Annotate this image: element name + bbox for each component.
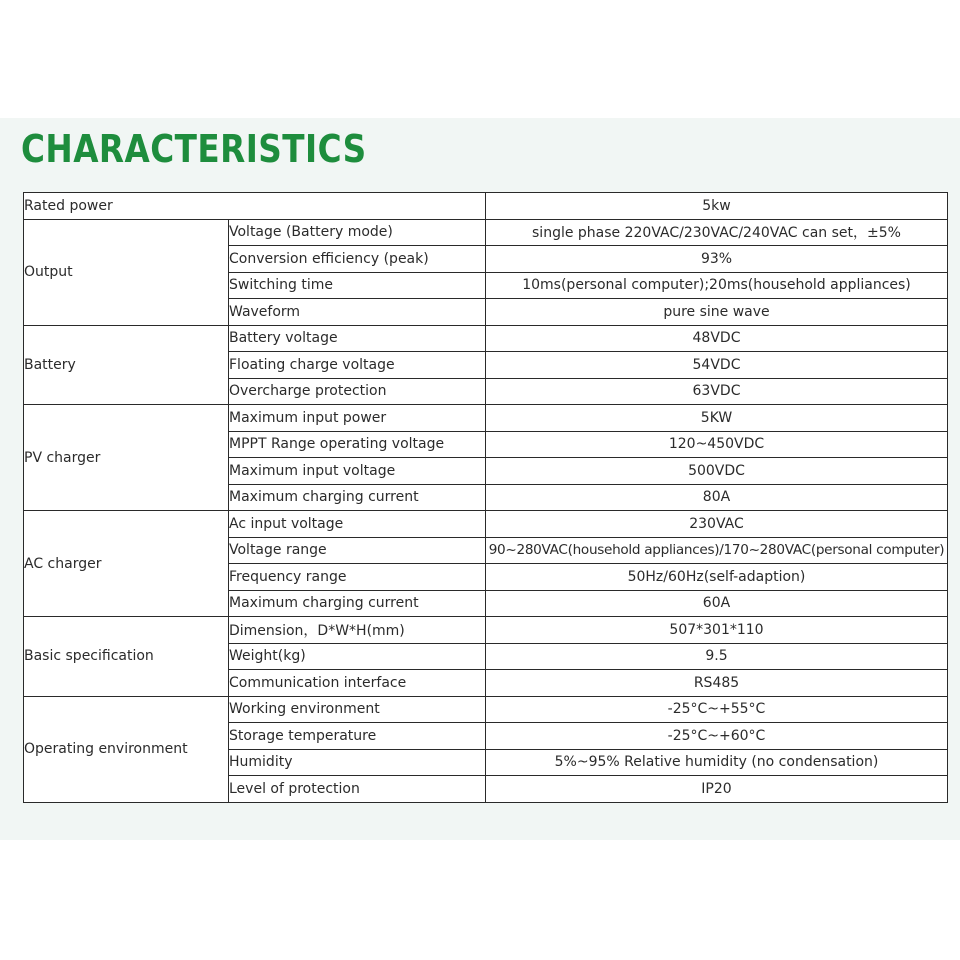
param-label: Overcharge protection (229, 378, 486, 405)
param-value: IP20 (486, 776, 948, 803)
group-label-output: Output (24, 219, 229, 325)
param-label: MPPT Range operating voltage (229, 431, 486, 458)
table-row (24, 696, 948, 723)
characteristics-table (23, 192, 948, 803)
rated-power-label: Rated power (24, 193, 486, 220)
param-label: Voltage (Battery mode) (229, 219, 486, 246)
table-row (24, 511, 948, 538)
group-label-battery: Battery (24, 325, 229, 405)
param-value: 48VDC (486, 325, 948, 352)
param-value: 50Hz/60Hz(self-adaption) (486, 564, 948, 591)
param-value: 63VDC (486, 378, 948, 405)
param-value: 93% (486, 246, 948, 273)
param-label: Working environment (229, 696, 486, 723)
table-row (24, 193, 948, 220)
table-row (24, 405, 948, 432)
param-value: 10ms(personal computer);20ms(household appliances) (486, 272, 948, 299)
table-row (24, 617, 948, 644)
param-label: Maximum charging current (229, 590, 486, 617)
param-label: Maximum input voltage (229, 458, 486, 485)
param-value: 230VAC (486, 511, 948, 538)
param-value: RS485 (486, 670, 948, 697)
param-label: Maximum charging current (229, 484, 486, 511)
param-label: Maximum input power (229, 405, 486, 432)
param-label: Waveform (229, 299, 486, 326)
param-value: 500VDC (486, 458, 948, 485)
group-label-pv-charger: PV charger (24, 405, 229, 511)
param-label: Weight(kg) (229, 643, 486, 670)
param-value: 54VDC (486, 352, 948, 379)
param-label: Battery voltage (229, 325, 486, 352)
param-value: 80A (486, 484, 948, 511)
param-value: pure sine wave (486, 299, 948, 326)
group-label-ac-charger: AC charger (24, 511, 229, 617)
table-row (24, 219, 948, 246)
param-label: Level of protection (229, 776, 486, 803)
param-label: Switching time (229, 272, 486, 299)
param-value: 5%~95% Relative humidity (no condensation) (486, 749, 948, 776)
param-value: 120~450VDC (486, 431, 948, 458)
param-value: 90~280VAC(household appliances)/170~280VAC(personal computer) (486, 537, 948, 564)
param-value: -25°C~+60°C (486, 723, 948, 750)
param-label: Storage temperature (229, 723, 486, 750)
param-value: 9.5 (486, 643, 948, 670)
param-value: -25°C~+55°C (486, 696, 948, 723)
param-label: Communication interface (229, 670, 486, 697)
param-value: 60A (486, 590, 948, 617)
param-value: 507*301*110 (486, 617, 948, 644)
param-label: Conversion efficiency (peak) (229, 246, 486, 273)
group-label-basic-specification: Basic specification (24, 617, 229, 697)
group-label-operating-environment: Operating environment (24, 696, 229, 802)
param-label: Dimension，D*W*H(mm) (229, 617, 486, 644)
param-label: Frequency range (229, 564, 486, 591)
param-label: Floating charge voltage (229, 352, 486, 379)
param-label: Ac input voltage (229, 511, 486, 538)
param-label: Humidity (229, 749, 486, 776)
param-label: Voltage range (229, 537, 486, 564)
param-value: 5KW (486, 405, 948, 432)
table-row (24, 325, 948, 352)
page-title: CHARACTERISTICS (21, 127, 367, 171)
param-value: single phase 220VAC/230VAC/240VAC can set，±5% (486, 219, 948, 246)
rated-power-value: 5kw (486, 193, 948, 220)
